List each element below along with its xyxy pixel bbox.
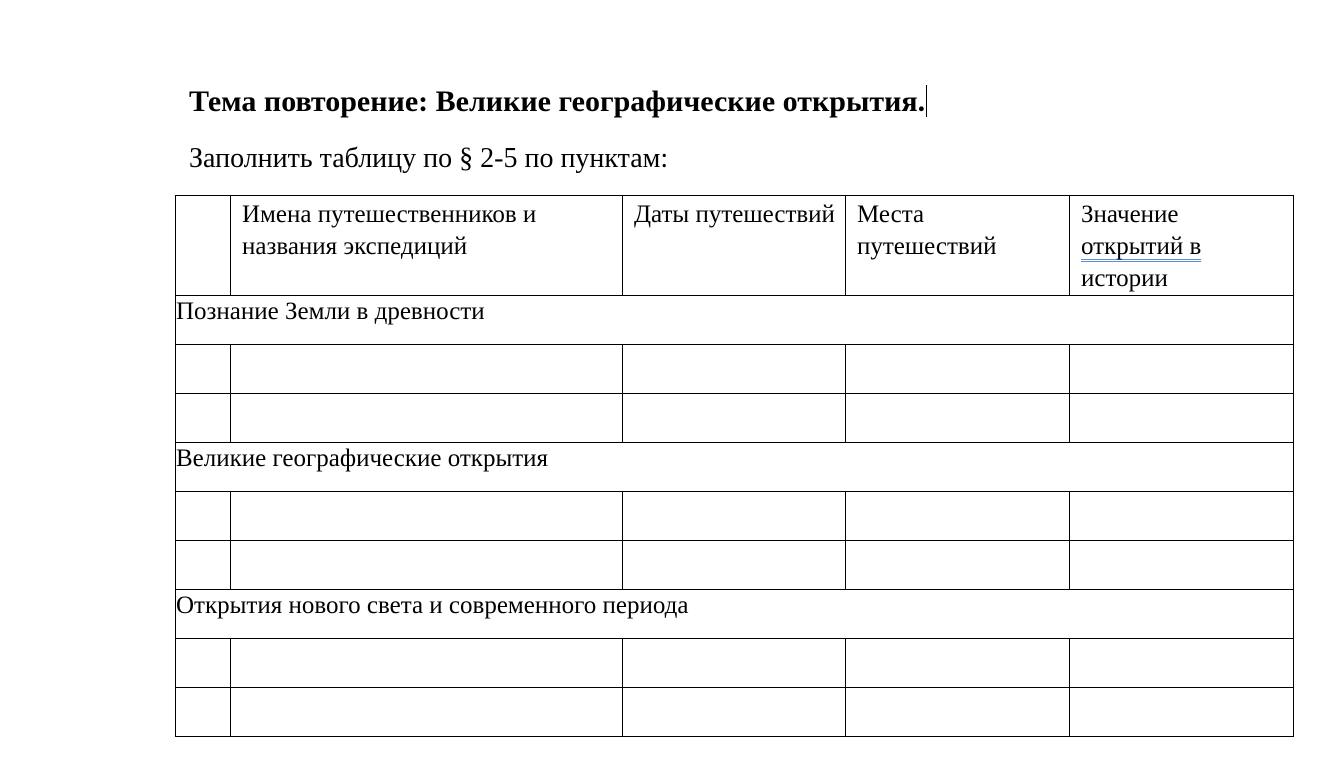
section-title: Великие географические открытия <box>176 445 549 472</box>
section-title-cell[interactable] <box>176 590 1294 639</box>
table-row <box>176 541 1294 590</box>
header-cell-places[interactable] <box>846 196 1070 296</box>
table-cell[interactable] <box>1070 688 1294 737</box>
table-cell[interactable] <box>846 688 1070 737</box>
header-cell-names[interactable] <box>231 196 623 296</box>
header-names-label: Имена путешественников и названия экспедиций <box>242 201 537 260</box>
document-instruction: Заполнить таблицу по § 2-5 по пунктам: <box>189 143 669 174</box>
section-title-cell[interactable] <box>176 443 1294 492</box>
text-cursor <box>926 85 927 117</box>
table-row <box>176 345 1294 394</box>
section-row <box>176 590 1294 639</box>
table-cell[interactable] <box>846 639 1070 688</box>
table-row <box>176 688 1294 737</box>
section-title: Открытия нового света и современного периода <box>176 592 689 619</box>
table-cell[interactable] <box>176 688 231 737</box>
table-cell[interactable] <box>623 492 846 541</box>
table-cell[interactable] <box>846 492 1070 541</box>
section-row <box>176 296 1294 345</box>
header-significance-part3: истории <box>1081 265 1168 292</box>
table-cell[interactable] <box>231 394 623 443</box>
table-cell[interactable] <box>176 492 231 541</box>
header-dates-label: Даты путешествий <box>634 201 835 228</box>
document-title <box>189 84 927 120</box>
table-row <box>176 394 1294 443</box>
table-cell[interactable] <box>846 541 1070 590</box>
table-cell[interactable] <box>231 345 623 394</box>
header-cell-significance[interactable] <box>1070 196 1294 296</box>
table-cell[interactable] <box>176 639 231 688</box>
table-row <box>176 492 1294 541</box>
table-cell[interactable] <box>231 492 623 541</box>
table-header-row <box>176 196 1294 296</box>
section-title-cell[interactable] <box>176 296 1294 345</box>
table-cell[interactable] <box>231 541 623 590</box>
spellcheck-underlined-text: открытий в <box>1081 233 1202 260</box>
table-cell[interactable] <box>846 394 1070 443</box>
table-cell[interactable] <box>1070 541 1294 590</box>
table-cell[interactable] <box>623 688 846 737</box>
header-number-label <box>176 196 230 199</box>
table-cell[interactable] <box>623 541 846 590</box>
table-cell[interactable] <box>176 345 231 394</box>
table-cell[interactable] <box>1070 639 1294 688</box>
table-cell[interactable] <box>1070 345 1294 394</box>
header-significance-part1: Значение <box>1081 201 1179 228</box>
header-significance-label <box>1070 196 1293 295</box>
table-cell[interactable] <box>231 688 623 737</box>
table-cell[interactable] <box>176 541 231 590</box>
table-cell[interactable] <box>623 639 846 688</box>
table-row <box>176 639 1294 688</box>
header-cell-dates[interactable] <box>623 196 846 296</box>
table-cell[interactable] <box>231 639 623 688</box>
table-cell[interactable] <box>1070 492 1294 541</box>
table-cell[interactable] <box>846 345 1070 394</box>
table-cell[interactable] <box>176 394 231 443</box>
document-title-text: Тема повторение: Великие географические открытия. <box>189 85 926 118</box>
section-row <box>176 443 1294 492</box>
table-cell[interactable] <box>623 394 846 443</box>
section-title: Познание Земли в древности <box>176 298 485 325</box>
travel-table <box>175 195 1294 737</box>
header-cell-number[interactable] <box>176 196 231 296</box>
header-places-label: Места путешествий <box>857 201 997 260</box>
table-cell[interactable] <box>623 345 846 394</box>
table-cell[interactable] <box>1070 394 1294 443</box>
